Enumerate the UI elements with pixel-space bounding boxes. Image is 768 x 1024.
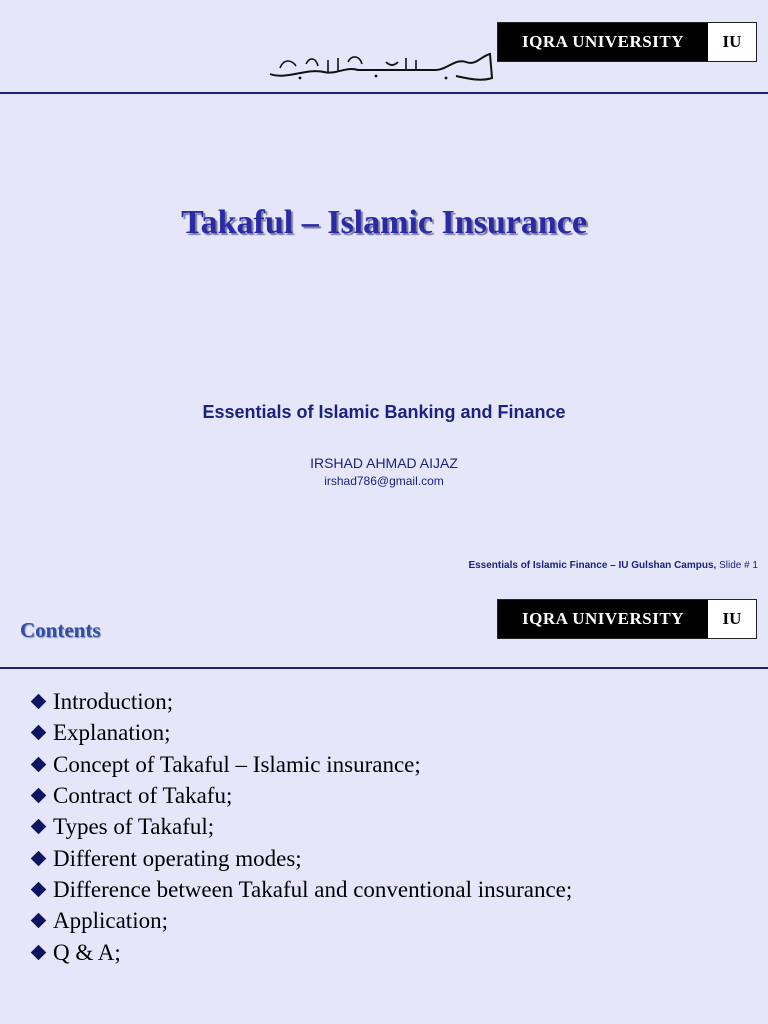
university-name: IQRA UNIVERSITY — [498, 600, 708, 638]
list-item-text: Difference between Takaful and conventional insurance; — [53, 876, 573, 902]
slide-footer — [468, 560, 758, 571]
list-item-text: Types of Takaful; — [53, 814, 215, 840]
diamond-bullet-icon — [31, 694, 47, 710]
list-item — [30, 717, 572, 748]
list-item — [30, 842, 572, 873]
diamond-bullet-icon — [31, 913, 47, 929]
contents-slide — [0, 584, 768, 1024]
header-divider — [0, 667, 768, 669]
list-item — [30, 811, 572, 842]
slide-subtitle: Essentials of Islamic Banking and Finance — [202, 402, 566, 422]
list-item — [30, 905, 572, 936]
list-item-text: Contract of Takafu; — [53, 783, 233, 809]
bismillah-calligraphy — [266, 48, 502, 84]
header-divider — [0, 92, 768, 94]
list-item — [30, 780, 572, 811]
list-item-text: Application; — [53, 908, 168, 934]
list-item — [30, 936, 572, 967]
list-item — [30, 874, 572, 905]
diamond-bullet-icon — [31, 756, 47, 772]
diamond-bullet-icon — [31, 882, 47, 898]
diamond-bullet-icon — [31, 944, 47, 960]
diamond-bullet-icon — [31, 788, 47, 804]
list-item-text: Introduction; — [53, 689, 174, 715]
author-name: IRSHAD AHMAD AIJAZ — [310, 455, 458, 471]
footer-slide-number: Slide # 1 — [719, 560, 758, 571]
contents-heading: Contents — [20, 618, 101, 642]
list-item-text: Q & A; — [53, 939, 121, 965]
list-item — [30, 686, 572, 717]
diamond-bullet-icon — [31, 850, 47, 866]
university-badge — [497, 599, 757, 639]
list-item — [30, 749, 572, 780]
diamond-bullet-icon — [31, 725, 47, 741]
list-item-text: Different operating modes; — [53, 845, 302, 871]
university-badge — [497, 22, 757, 62]
contents-list — [30, 686, 572, 968]
author-email: irshad786@gmail.com — [324, 474, 444, 488]
footer-course: Essentials of Islamic Finance – IU Gulshan Campus, — [468, 560, 717, 571]
slide-title: Takaful – Islamic Insurance — [181, 204, 587, 241]
diamond-bullet-icon — [31, 819, 47, 835]
university-name: IQRA UNIVERSITY — [498, 23, 708, 61]
university-abbreviation: IU — [722, 32, 742, 51]
list-item-text: Explanation; — [53, 720, 171, 746]
list-item-text: Concept of Takaful – Islamic insurance; — [53, 751, 421, 777]
university-abbreviation: IU — [722, 609, 742, 628]
